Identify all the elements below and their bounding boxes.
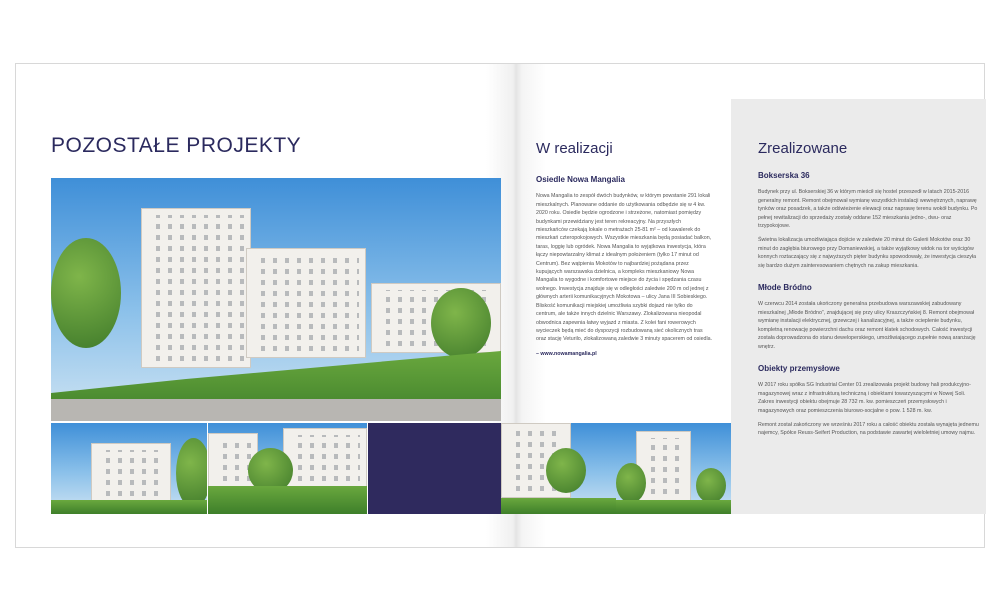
project-description: Nowa Mangalia to zespół dwóch budynków, w którym powstanie 291 lokali mieszkalnych. Planowane oddanie do użytkowania odbędzie się w 4 kw. 2020 roku. Osiedle będzie ogrodzone i strzeżone, natomiast pomiędzy budynkami przewidziany jest teren rekreacyjny. Na przyszłych mieszkańców czekają lokale o metrażach 25-81 m² – od kawalerek do mieszkań czteropokojowych. Wszystkie mieszkania będą posiadać balkon, taras, loggię lub ogródek. Nowa Mangalia to wyjątkowa inwestycja, która łączy niepowtarzalny klimat z idealnym położeniem (tylko 17 minut od Centrum). Bez wątpienia Mokotów to najbardziej pożądana przez kupujących warszawska dzielnica, a kompleks mieszkaniowy Nowa Mangalia to wygodne i komfortowe miejsce do życia i spędzania czasu wolnego. Inwestycja znajduje się w odległości zaledwie 200 m od jednej z głównych arterii komunikacyjnych Mokotowa – ulicy Jana III Sobieskiego. Bliskość komunikacji miejskiej umożliwia szybki dojazd nie tylko do centrum, ale także innych dzielnic Warszawy. Zlokalizowana nieopodal obwodnica zapewnia łatwy wyjazd z miasta. Z kolei fani rowerowych wycieczek będą mieć do dyspozycji rozbudowaną sieć okolicznych tras oraz stację Veturilo, zlokalizowaną zaledwie 3 minuty spacerem od osiedla. <box>536 193 713 343</box>
project-paragraph: Świetna lokalizacja umożliwiająca dojście w zaledwie 20 minut do Galerii Mokotów oraz 30 minut do zagłębia biurowego przy Domaniewskiej, a także wyjątkowy widok na tor wyścigów konnych roztaczający się z najwyższych pięter budynku spowodowały, że inwestycja cieszyła się bardzo dużym zainteresowaniem chętnych na zakup mieszkania. <box>758 237 977 269</box>
thumbnail-photo-3 <box>501 423 616 514</box>
in-progress-heading: W realizacji <box>536 140 613 157</box>
completed-heading: Zrealizowane <box>758 140 848 157</box>
project-title: Obiekty przemysłowe <box>758 363 840 373</box>
thumbnail-photo-1 <box>51 423 207 514</box>
main-photo <box>51 178 501 421</box>
project-paragraph: W czerwcu 2014 została ukończony generalna przebudowa warszawskiej zabudowany mieszkalnej „Młode Bródno”, znajdującej się przy ulicy Kraszczyńskiej 8. Remont obejmował wymianę instalacji elektrycznej, grzewczej i kanalizacyjnej, a także ocieplenie budynku, kompletną renowację powierzchni dachu oraz remont klatek schodowych. Całość inwestycji została doprowadzona do stanu deweloperskiego, umożliwiającego zupełnie nową aranżację wnętrz. <box>758 301 976 350</box>
project-paragraph: Remont został zakończony we wrześniu 2017 roku a całość obiektu została wynajęta jednemu najemcy, Spółce Reuss-Seifert Production, na podstawie zawartej wieloletniej umowy najmu. <box>758 421 979 437</box>
accent-block <box>368 423 501 514</box>
thumbnail-photo-4 <box>616 423 731 514</box>
project-title: Młode Bródno <box>758 283 812 293</box>
project-website-link[interactable]: – www.nowamangalia.pl <box>536 350 597 357</box>
in-progress-column <box>536 176 714 358</box>
project-paragraph: W 2017 roku spółka SG Industrial Center 01 zrealizowała projekt budowy hali produkcyjno-magazynowej wraz z infrastrukturą techniczną i obiektami towarzyszącymi w Nowej Soli. Zakres inwestycji obiektu obejmuje 28 732 m. kw. pomieszczeń przemysłowych i magazynowych oraz pomieszczenia biurowo-socjalne o pow. 1 528 m. kw. <box>758 382 971 414</box>
page-title: POZOSTAŁE PROJEKTY <box>51 134 302 157</box>
thumbnail-photo-2 <box>208 423 367 514</box>
project-title: Osiedle Nowa Mangalia <box>536 175 625 184</box>
completed-column <box>758 172 980 444</box>
project-title: Bokserska 36 <box>758 171 810 180</box>
project-paragraph: Budynek przy ul. Bokserskiej 36 w którym mieścił się hostel przeszedł w latach 2015-2016 generalny remont. Remont obejmował wymianę wszystkich instalacji wewnętrznych, naprawę tynków oraz posadzek, a także odświeżenie elewacji oraz naprawę terenu wokół budynku. Po pełnej rewitalizacji do sprzedaży zostały oddane 152 mieszkania jedno-, dwu- oraz trzypokojowe. <box>758 189 978 230</box>
brochure-spread <box>15 63 985 548</box>
